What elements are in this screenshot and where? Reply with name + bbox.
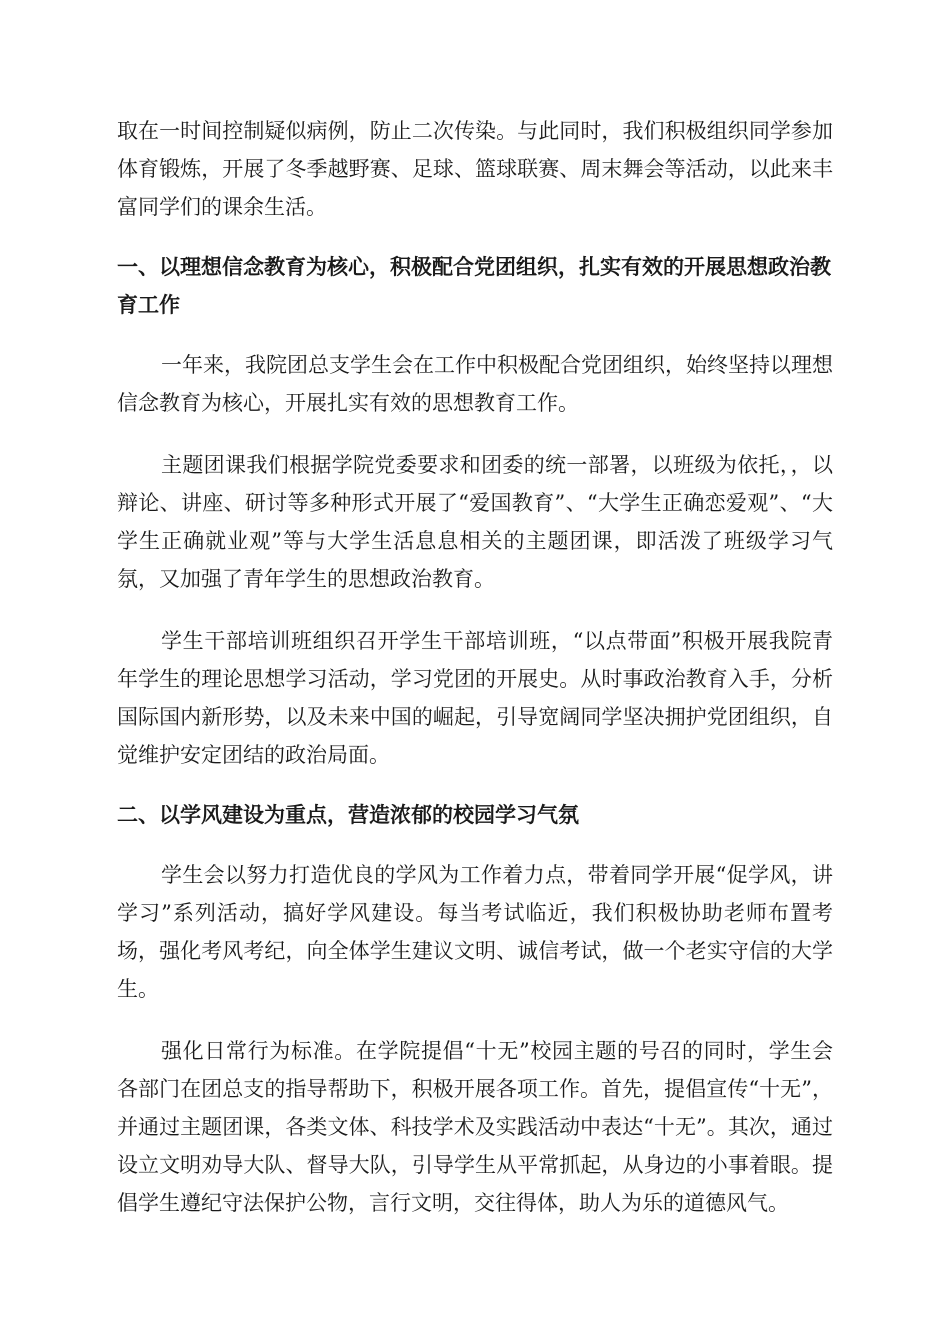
section-heading-1: 一、以理想信念教育为核心，积极配合党团组织，扎实有效的开展思想政治教育工作 xyxy=(117,255,831,317)
document-page xyxy=(117,112,833,1222)
paragraph-behavior-standards: 强化日常行为标准。在学院提倡“十无”校园主题的号召的同时，学生会各部门在团总支的指导帮助下，积极开展各项工作。首先，提倡宣传“十无”，并通过主题团课，各类文体、科技学术及实践活动中表达“十无”。其次，通过设立文明劝导大队、督导大队，引导学生从平常抓起，从身边的小事着眼。提倡学生遵纪守法保护公物，言行文明，交往得体，助人为乐的道德风气。 xyxy=(117,1039,833,1215)
paragraph-study-style: 学生会以努力打造优良的学风为工作着力点，带着同学开展“促学风，讲学习”系列活动，搞好学风建设。每当考试临近，我们积极协助老师布置考场，强化考风考纪，向全体学生建议文明、诚信考试，做一个老实守信的大学生。 xyxy=(117,863,833,1001)
paragraph-continuation: 取在一时间控制疑似病例，防止二次传染。与此同时，我们积极组织同学参加体育锻炼，开展了冬季越野赛、足球、篮球联赛、周末舞会等活动，以此来丰富同学们的课余生活。 xyxy=(117,119,833,219)
section-heading-2: 二、以学风建设为重点，营造浓郁的校园学习气氛 xyxy=(117,803,579,827)
paragraph-theme-class: 主题团课我们根据学院党委要求和团委的统一部署，以班级为依托，，以辩论、讲座、研讨等多种形式开展了“爱国教育”、“大学生正确恋爱观”、“大学生正确就业观”等与大学生活息息相关的主题团课，即活泼了班级学习气氛，又加强了青年学生的思想政治教育。 xyxy=(117,453,833,591)
paragraph-cadre-training: 学生干部培训班组织召开学生干部培训班，“以点带面”积极开展我院青年学生的理论思想学习活动，学习党团的开展史。从时事政治教育入手，分析国际国内新形势，以及未来中国的崛起，引导宽阔同学坚决拥护党团组织，自觉维护安定团结的政治局面。 xyxy=(117,629,833,767)
paragraph-theory-education: 一年来，我院团总支学生会在工作中积极配合党团组织，始终坚持以理想信念教育为核心，开展扎实有效的思想教育工作。 xyxy=(117,353,833,415)
